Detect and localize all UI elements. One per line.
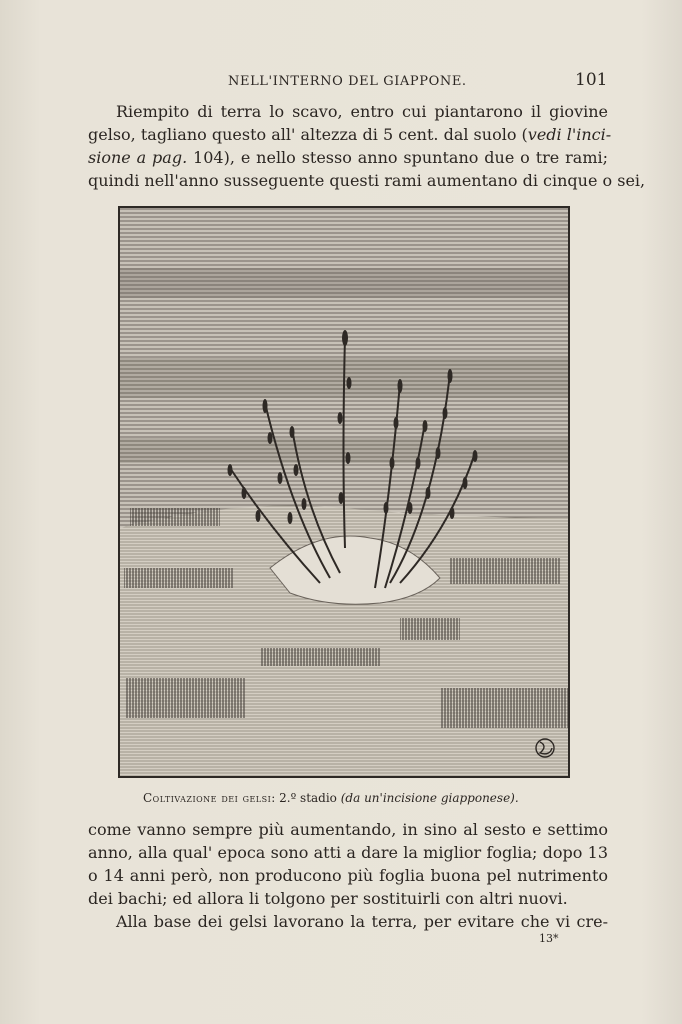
signature-mark: 13* [539,932,559,945]
text-span-italic: sione a pag. [88,148,188,167]
text-span: gelso, tagliano questo all' altezza di 5 cent. dal suolo ( [88,125,528,144]
text-line [88,146,608,169]
caption-stage: : 2.º stadio [271,791,341,805]
text-line: dei bachi; ed allora li tolgono per sostituirli con altri nuovi. [88,889,568,908]
text-line [88,123,612,146]
grass-tuft [400,618,460,640]
grass-tuft [440,688,568,728]
text-line: come vanno sempre più aumentando, in sino al sesto e settimo [88,820,608,839]
text-line: o 14 anni però, non producono più foglia buona pel nutrimento [88,866,608,885]
text-line: Riempito di terra lo scavo, entro cui piantarono il giovine [116,102,608,121]
running-title: NELL'INTERNO DEL GIAPPONE. [228,74,467,89]
paragraph-top [88,100,646,192]
grass-tuft [125,678,245,718]
engraving-illustration [118,206,570,778]
grass-tuft [124,568,234,588]
grass-tuft [260,648,380,666]
caption-source: (da un'incisione giapponese). [340,791,519,805]
text-line: quindi nell'anno susseguente questi rami aumentano di cinque o sei, [88,171,646,190]
text-line: anno, alla qual' epoca sono atti a dare la miglior foglia; dopo 13 [88,843,608,862]
caption-title: Coltivazione dei gelsi [143,791,272,805]
page-number: 101 [575,70,608,90]
engraving-svg [120,208,568,776]
figure-caption [143,791,519,805]
text-span-italic: vedi l'inci- [527,125,612,144]
grass-tuft [450,558,560,584]
cloud-band [120,268,568,298]
grass-tuft [130,508,220,526]
paragraph-bottom [88,818,608,933]
text-line: Alla base dei gelsi lavorano la terra, per evitare che vi cre- [116,912,608,931]
text-span: 104), e nello stesso anno spuntano due o tre rami; [187,148,609,167]
